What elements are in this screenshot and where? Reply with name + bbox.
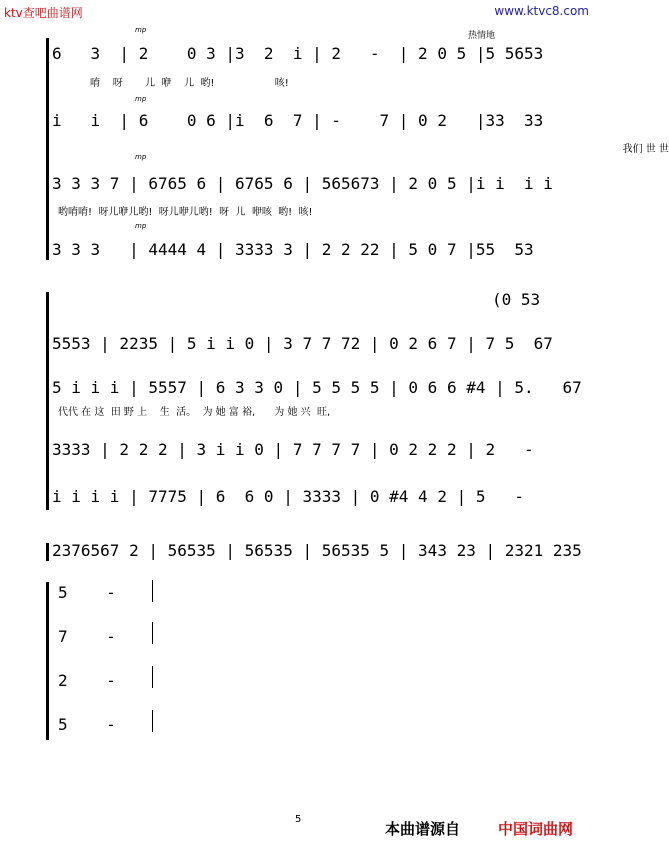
- barline: [152, 580, 153, 602]
- dynamic-mark: mp: [135, 222, 147, 230]
- dynamic-mark: mp: [135, 153, 147, 161]
- score-row: 6 3 | 2 0 3 |3 2 i | 2 - | 2 0 5 |5 5653: [52, 44, 544, 63]
- score-row: 5553 | 2235 | 5 i i 0 | 3 7 7 72 | 0 2 6 7 | 7 5 67: [52, 334, 553, 353]
- source-label: 本曲谱源自: [385, 820, 461, 838]
- barline: [152, 710, 153, 732]
- site-header-right: www.ktvc8.com: [494, 4, 589, 18]
- dynamic-mark: mp: [135, 95, 147, 103]
- barline: [152, 666, 153, 688]
- lyric-line: 我们 世 世: [470, 144, 669, 155]
- score-row: 5 i i i | 5557 | 6 3 3 0 | 5 5 5 5 | 0 6 6 #4 | 5. 67: [52, 378, 582, 397]
- melody-bracket: [46, 543, 49, 561]
- lyric-line: 代代 在 这 田 野 上 生 活。 为 她 富 裕, 为 她 兴 旺,: [58, 407, 331, 418]
- barline: [152, 622, 153, 644]
- tempo-mark: 热情地: [468, 31, 496, 41]
- dynamic-mark: mp: [135, 26, 147, 34]
- lyric-line: 唷 呀 儿 咿 儿 哟! 咳!: [90, 78, 289, 89]
- score-row: 5 -: [58, 715, 116, 734]
- lyric-line: 哟唷唷! 呀儿咿儿哟! 呀儿咿儿哟! 呀 儿 咿咳 哟! 咳!: [58, 207, 313, 218]
- score-row: i i | 6 0 6 |i 6 7 | - 7 | 0 2 |33 33: [52, 111, 544, 130]
- system-brace: [46, 292, 49, 510]
- source-site: 中国词曲网: [498, 820, 574, 838]
- score-row: 2 -: [58, 671, 116, 690]
- system-brace: [46, 582, 49, 740]
- score-row: 3 3 3 | 4444 4 | 3333 3 | 2 2 22 | 5 0 7 |55 53: [52, 240, 534, 259]
- intro-notes: (0 53: [492, 290, 541, 309]
- page-number: 5: [295, 814, 302, 825]
- score-row: i i i i | 7775 | 6 6 0 | 3333 | 0 #4 4 2 | 5 -: [52, 487, 525, 506]
- score-row: 7 -: [58, 627, 116, 646]
- system-brace: [46, 38, 49, 260]
- score-row: 3333 | 2 2 2 | 3 i i 0 | 7 7 7 7 | 0 2 2 2 | 2 -: [52, 440, 534, 459]
- score-row: 3 3 3 7 | 6765 6 | 6765 6 | 565673 | 2 0 5 |i i i i: [52, 174, 553, 193]
- score-row: 5 -: [58, 583, 116, 602]
- melody-row: 2376567 2 | 56535 | 56535 | 56535 5 | 343 23 | 2321 235: [52, 541, 582, 560]
- site-header-left: ktv查吧曲谱网: [4, 6, 83, 20]
